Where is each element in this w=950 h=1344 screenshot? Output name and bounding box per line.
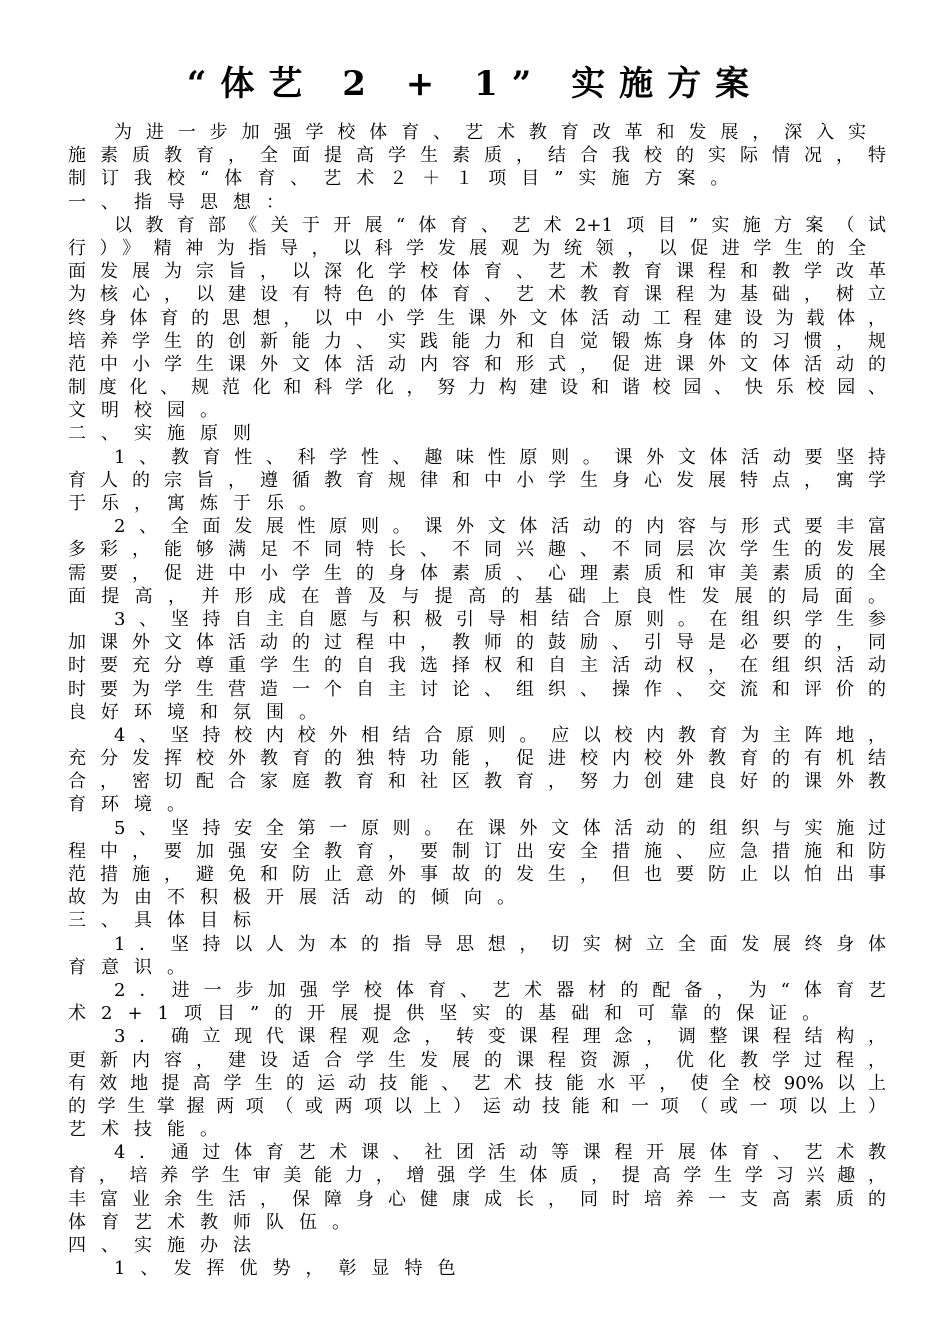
text-line: 2、全面发展性原则。课外文体活动的内容与形式要丰富 bbox=[114, 516, 886, 538]
document-body bbox=[68, 121, 886, 1280]
text-line: 有效地提高学生的运动技能、艺术技能水平，使全校90%以上 bbox=[68, 1072, 886, 1094]
text-line: 为进一步加强学校体育、艺术教育改革和发展，深入实 bbox=[114, 122, 866, 143]
text-line: 丰富业余生活，保障身心健康成长，同时培养一支高素质的 bbox=[68, 1188, 886, 1210]
text-line: 为核心，以建设有特色的体育、艺术教育课程为基础，树立 bbox=[68, 284, 886, 306]
text-line: 制度化、规范化和科学化，努力构建设和谐校园、快乐校园、 bbox=[68, 377, 886, 399]
text-line: 需要，促进中小学生的身体素质、心理素质和审美素质的全 bbox=[68, 562, 886, 584]
text-line: 培养学生的创新能力、实践能力和自觉锻炼身体的习惯，规 bbox=[68, 330, 886, 352]
text-line: 行）》精神为指导，以科学发展观为统领，以促进学生的全 bbox=[68, 237, 866, 259]
text-line: 合，密切配合家庭教育和社区教育，努力创建良好的课外教 bbox=[68, 771, 886, 793]
text-line: 育环境。 bbox=[68, 794, 200, 816]
document-title: “体艺 2 + 1” 实施方案 bbox=[186, 64, 764, 104]
text-line: 体育艺术教师队伍。 bbox=[68, 1211, 365, 1233]
text-line: 故为由不积极开展活动的倾向。 bbox=[68, 887, 530, 909]
text-line: 范中小学生课外文体活动内容和形式，促进课外文体活动的 bbox=[68, 353, 886, 375]
text-line: 更新内容，建设适合学生发展的课程资源，优化教学过程， bbox=[68, 1049, 886, 1071]
text-line: 育人的宗旨，遵循教育规律和中小学生身心发展特点，寓学 bbox=[68, 469, 886, 491]
text-line: 文明校园。 bbox=[68, 400, 233, 422]
text-line: 充分发挥校外教育的独特功能，促进校内校外教育的有机结 bbox=[68, 748, 886, 770]
text-line: 的学生掌握两项（或两项以上）运动技能和一项（或一项以上） bbox=[68, 1095, 886, 1117]
text-line: 育，培养学生审美能力，增强学生体质，提高学生学习兴趣， bbox=[68, 1165, 886, 1187]
text-line: 育意识。 bbox=[68, 956, 200, 978]
text-line: 四、实施办法 bbox=[68, 1235, 266, 1256]
text-line: 以教育部《关于开展“体育、艺术2+1项目”实施方案（试 bbox=[114, 214, 886, 236]
text-line: 加课外文体活动的过程中，教师的鼓励、引导是必要的，同 bbox=[68, 632, 886, 654]
text-line: 终身体育的思想，以中小学生课外文体活动工程建设为载体， bbox=[68, 307, 886, 329]
text-line: 1、发挥优势，彰显特色 bbox=[114, 1258, 471, 1280]
text-line: 制订我校“体育、艺术２＋１项目”实施方案。 bbox=[68, 168, 744, 190]
text-line: 3．确立现代课程观念，转变课程理念，调整课程结构， bbox=[114, 1026, 886, 1048]
text-line: 时要为学生营造一个自主讨论、组织、操作、交流和评价的 bbox=[68, 678, 886, 700]
text-line: 三、具体目标 bbox=[68, 910, 266, 932]
text-line: 1．坚持以人为本的指导思想，切实树立全面发展终身体 bbox=[114, 933, 886, 955]
text-line: 一、指导思想： bbox=[68, 191, 299, 213]
text-line: 面提高，并形成在普及与提高的基础上良性发展的局面。 bbox=[68, 585, 886, 607]
text-line: 范措施，避免和防止意外事故的发生，但也要防止以怕出事 bbox=[68, 864, 886, 885]
text-line: 施素质教育，全面提高学生素质，结合我校的实际情况，特 bbox=[68, 145, 886, 167]
text-line: 时要充分尊重学生的自我选择权和自主活动权，在组织活动 bbox=[68, 655, 886, 677]
text-line: 3、坚持自主自愿与积极引导相结合原则。在组织学生参 bbox=[114, 608, 886, 630]
text-line: 术2+1项目”的开展提供坚实的基础和可靠的保证。 bbox=[68, 1003, 836, 1025]
text-line: 多彩，能够满足不同特长、不同兴趣、不同层次学生的发展 bbox=[68, 539, 886, 561]
text-line: 艺术技能。 bbox=[68, 1119, 233, 1141]
text-line: 4、坚持校内校外相结合原则。应以校内教育为主阵地， bbox=[114, 724, 886, 746]
text-line: 5、坚持安全第一原则。在课外文体活动的组织与实施过 bbox=[114, 817, 886, 839]
text-line: 1、教育性、科学性、趣味性原则。课外文体活动要坚持 bbox=[114, 446, 886, 468]
text-line: 面发展为宗旨，以深化学校体育、艺术教育课程和教学改革 bbox=[68, 261, 886, 283]
text-line: 2．进一步加强学校体育、艺术器材的配备，为“体育艺 bbox=[114, 979, 886, 1001]
text-line: 于乐，寓炼于乐。 bbox=[68, 493, 332, 514]
text-line: 程中，要加强安全教育，要制订出安全措施、应急措施和防 bbox=[68, 840, 886, 862]
text-line: 二、实施原则 bbox=[68, 423, 266, 445]
text-line: 良好环境和氛围。 bbox=[68, 701, 332, 723]
text-line: 4．通过体育艺术课、社团活动等课程开展体育、艺术教 bbox=[114, 1142, 886, 1164]
